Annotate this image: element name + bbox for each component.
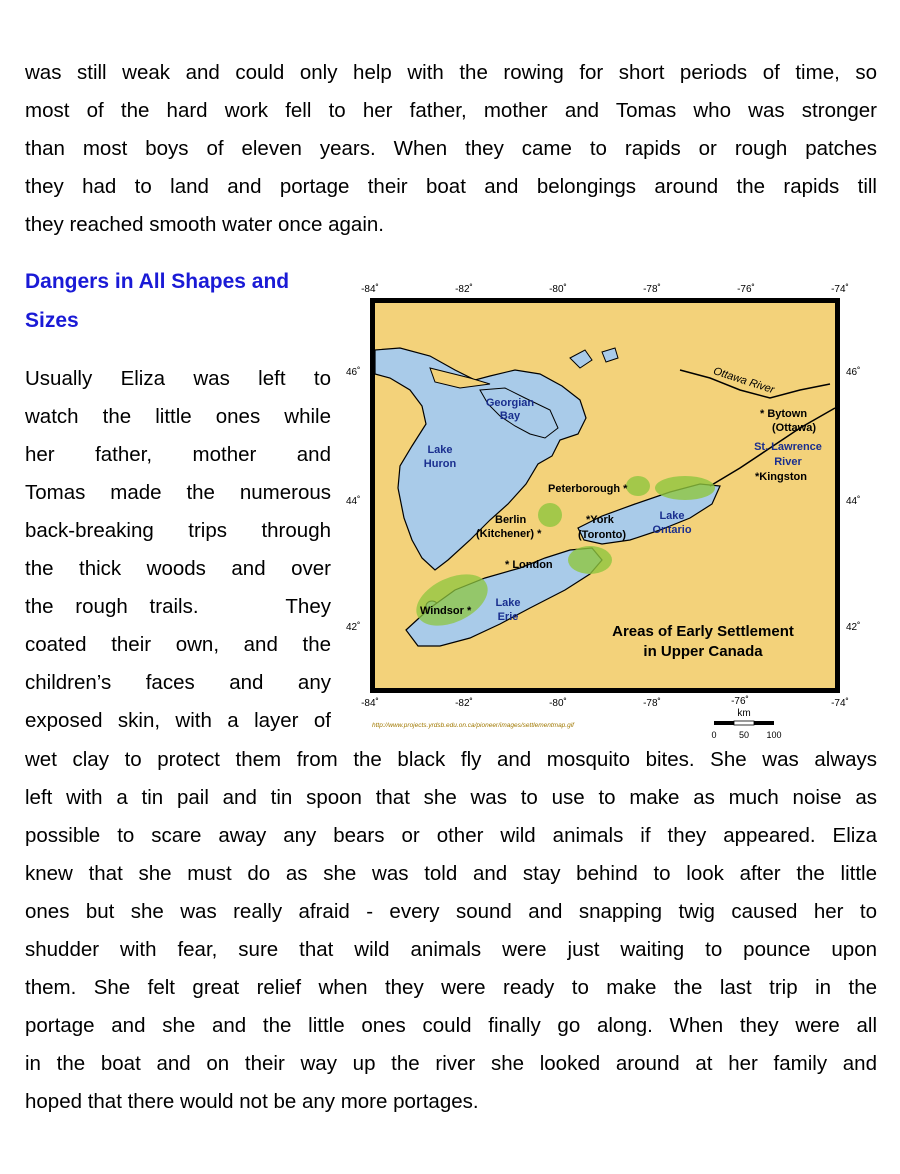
label-bytown: * Bytown [760,408,808,420]
label-york: *York [586,514,614,526]
text-line: hoped that there would not be any more portages. [25,1090,479,1113]
label-york: (Toronto) [578,529,627,541]
label-st-lawrence: River [774,456,802,468]
lat-tick-right: 44˚ [846,496,861,507]
text-line: most of the hard work fell to her father, mother and Tomas who was stronger [25,99,877,122]
paragraph-1 [25,54,877,244]
paragraph-2-wrapped [25,360,331,740]
text-line: possible to scare away any bears or other wild animals if they appeared. Eliza [25,824,877,847]
text-line: Tomas made the numerous [25,481,331,504]
text-line: her father, mother and [25,443,331,466]
label-lake-huron: Huron [423,458,457,470]
paragraph-3 [25,741,877,1121]
scale-unit: km [737,708,751,719]
settlement-peterborough [626,476,650,496]
lat-tick: 42˚ [346,622,361,633]
lon-tick: -74˚ [831,284,849,295]
lon-tick-bottom: -76˚ [731,696,749,707]
settlement-map [340,278,885,743]
text-line: Usually Eliza was left to [25,367,331,390]
text-line: coated their own, and the [25,633,331,656]
settlement-berlin [538,503,562,527]
text-line: the rough trails. They [25,595,331,618]
text-line: they reached smooth water once again. [25,213,384,236]
lon-tick-bottom: -82˚ [455,698,473,709]
label-georgian-bay: Georgian [485,397,535,409]
label-ottawa-river: Ottawa River [711,365,776,397]
lat-tick-right: 42˚ [846,622,861,633]
text-line: them. She felt great relief when they were ready to make the last trip in the [25,976,877,999]
label-lake-ontario: Ontario [652,524,692,536]
scale-tick: 50 [738,730,750,740]
text-line: portage and she and the little ones could finally go along. When they were all [25,1014,877,1037]
label-windsor: Windsor * [420,605,472,617]
text-line: shudder with fear, sure that wild animals were just waiting to pounce upon [25,938,877,961]
text-line: knew that she must do as she was told and stay behind to look after the little [25,862,877,885]
lon-tick: -84˚ [361,284,379,295]
map-title: Areas of Early Settlement [612,623,794,640]
text-line: ones but she was really afraid - every sound and snapping twig caused her to [25,900,877,923]
text-line: wet clay to protect them from the black fly and mosquito bites. She was always [25,748,877,771]
text-line: left with a tin pail and tin spoon that she was to use to make as much noise as [25,786,877,809]
lon-tick: -82˚ [455,284,473,295]
heading-line: Sizes [25,309,79,332]
settlement-york [568,546,612,574]
label-st-lawrence: St. Lawrence [754,441,822,453]
settlement-kingston [655,476,715,500]
lat-tick-right: 46˚ [846,367,861,378]
text-line: in the boat and on their way up the river she looked around at her family and [25,1052,877,1075]
label-lake-ontario: Lake [659,510,685,522]
text-line: watch the little ones while [25,405,331,428]
label-london: * London [505,559,553,571]
label-lake-huron: Lake [427,444,453,456]
text-line: than most boys of eleven years. When they came to rapids or rough patches [25,137,877,160]
label-kingston: *Kingston [755,471,807,483]
text-line: they had to land and portage their boat and belongings around the rapids till [25,175,877,198]
text-line: children’s faces and any [25,671,331,694]
lon-tick-bottom: -84˚ [361,698,379,709]
lon-tick-bottom: -78˚ [643,698,661,709]
map-title: in Upper Canada [643,643,763,660]
lon-tick: -76˚ [737,284,755,295]
scale-tick: 100 [766,730,782,740]
lon-tick-bottom: -74˚ [831,698,849,709]
label-lake-erie: Lake [495,597,521,609]
label-berlin: (Kitchener) * [476,528,542,540]
lat-tick: 44˚ [346,496,361,507]
text-line: back-breaking trips through [25,519,331,542]
scale-tick: 0 [711,730,717,740]
lat-tick: 46˚ [346,367,361,378]
label-georgian-bay: Bay [499,410,521,422]
scale-bar [711,708,781,740]
label-berlin: Berlin [495,514,527,526]
label-peterborough: Peterborough * [548,483,628,495]
label-bytown: (Ottawa) [772,422,816,434]
text-line: the thick woods and over [25,557,331,580]
map-source-url: http://www.projects.yrdsb.edu.on.ca/pioneer/images/settlementmap.gif [372,722,574,729]
text-line: exposed skin, with a layer of [25,709,331,732]
heading-line: Dangers in All Shapes and [25,270,290,293]
text-line: was still weak and could only help with the rowing for short periods of time, so [25,61,877,84]
lon-tick: -80˚ [549,284,567,295]
section-heading [25,262,335,340]
lon-tick-bottom: -80˚ [549,698,567,709]
label-lake-erie: Erie [497,611,519,623]
map-svg [340,278,885,743]
lon-tick: -78˚ [643,284,661,295]
